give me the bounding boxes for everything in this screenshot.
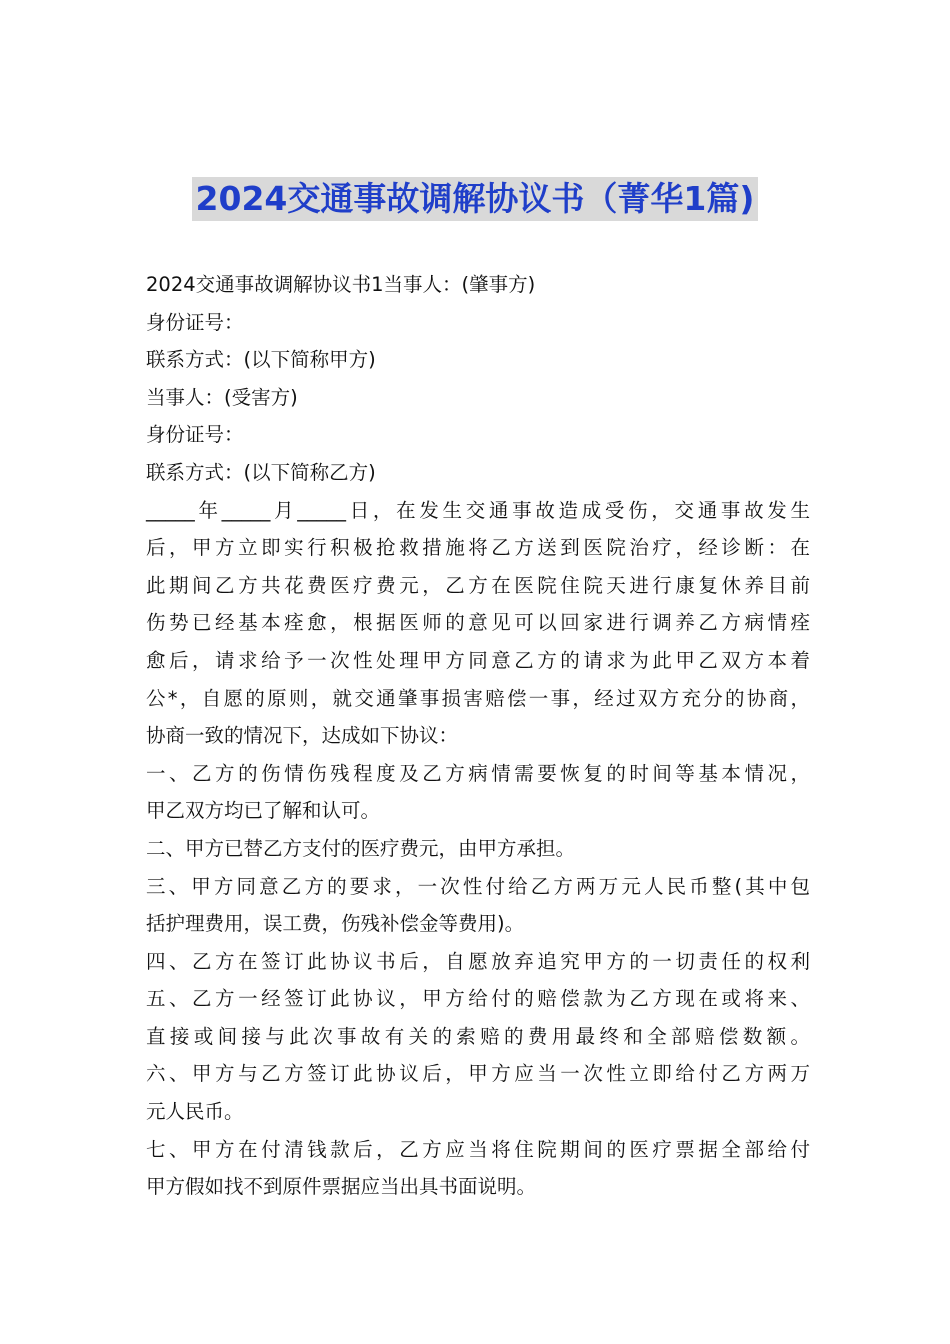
paragraph-line: 伤势已经基本痊愈，根据医师的意见可以回家进行调养乙方病情痊	[146, 611, 810, 635]
paragraph-line: 括护理费用，误工费，伤残补偿金等费用)。	[146, 912, 525, 936]
paragraph-line: 身份证号：	[146, 310, 244, 334]
paragraph-line: 联系方式：(以下简称乙方)	[146, 460, 376, 484]
paragraph-line: _____年_____月_____日，在发生交通事故造成受伤，交通事故发生	[146, 498, 810, 522]
paragraph-line: 六、甲方与乙方签订此协议后，甲方应当一次性立即给付乙方两万	[146, 1062, 810, 1086]
paragraph-line: 元人民币。	[146, 1100, 244, 1124]
paragraph-line: 身份证号：	[146, 423, 244, 447]
paragraph-line: 愈后，请求给予一次性处理甲方同意乙方的请求为此甲乙双方本着	[146, 648, 810, 672]
paragraph-line: 七、甲方在付清钱款后，乙方应当将住院期间的医疗票据全部给付	[146, 1137, 810, 1161]
paragraph-line: 2024交通事故调解协议书1当事人：(肇事方)	[146, 273, 536, 296]
paragraph-line: 直接或间接与此次事故有关的索赔的费用最终和全部赔偿数额。	[146, 1024, 810, 1048]
document-title: 2024交通事故调解协议书（菁华1篇)	[192, 177, 759, 221]
paragraph-line: 二、甲方已替乙方支付的医疗费元，由甲方承担。	[146, 836, 576, 860]
paragraph-line: 当事人：(受害方)	[146, 385, 298, 409]
paragraph-line: 甲方假如找不到原件票据应当出具书面说明。	[146, 1175, 537, 1199]
paragraph-line: 甲乙双方均已了解和认可。	[146, 799, 381, 823]
paragraph-line: 五、乙方一经签订此协议，甲方给付的赔偿款为乙方现在或将来、	[146, 987, 810, 1011]
paragraph-line: 联系方式：(以下简称甲方)	[146, 348, 376, 372]
paragraph-line: 后，甲方立即实行积极抢救措施将乙方送到医院治疗，经诊断：在	[146, 536, 810, 560]
paragraph-line: 协商一致的情况下，达成如下协议：	[146, 724, 459, 748]
paragraph-line: 四、乙方在签订此协议书后，自愿放弃追究甲方的一切责任的权利	[146, 949, 810, 973]
paragraph-line: 公*，自愿的原则，就交通肇事损害赔偿一事，经过双方充分的协商，	[146, 686, 810, 710]
paragraph-line: 此期间乙方共花费医疗费元，乙方在医院住院天进行康复休养目前	[146, 573, 810, 597]
document-body	[146, 266, 810, 1206]
title-container	[0, 177, 950, 221]
paragraph-line: 三、甲方同意乙方的要求，一次性付给乙方两万元人民币整(其中包	[146, 874, 810, 898]
paragraph-line: 一、乙方的伤情伤残程度及乙方病情需要恢复的时间等基本情况，	[146, 761, 810, 785]
